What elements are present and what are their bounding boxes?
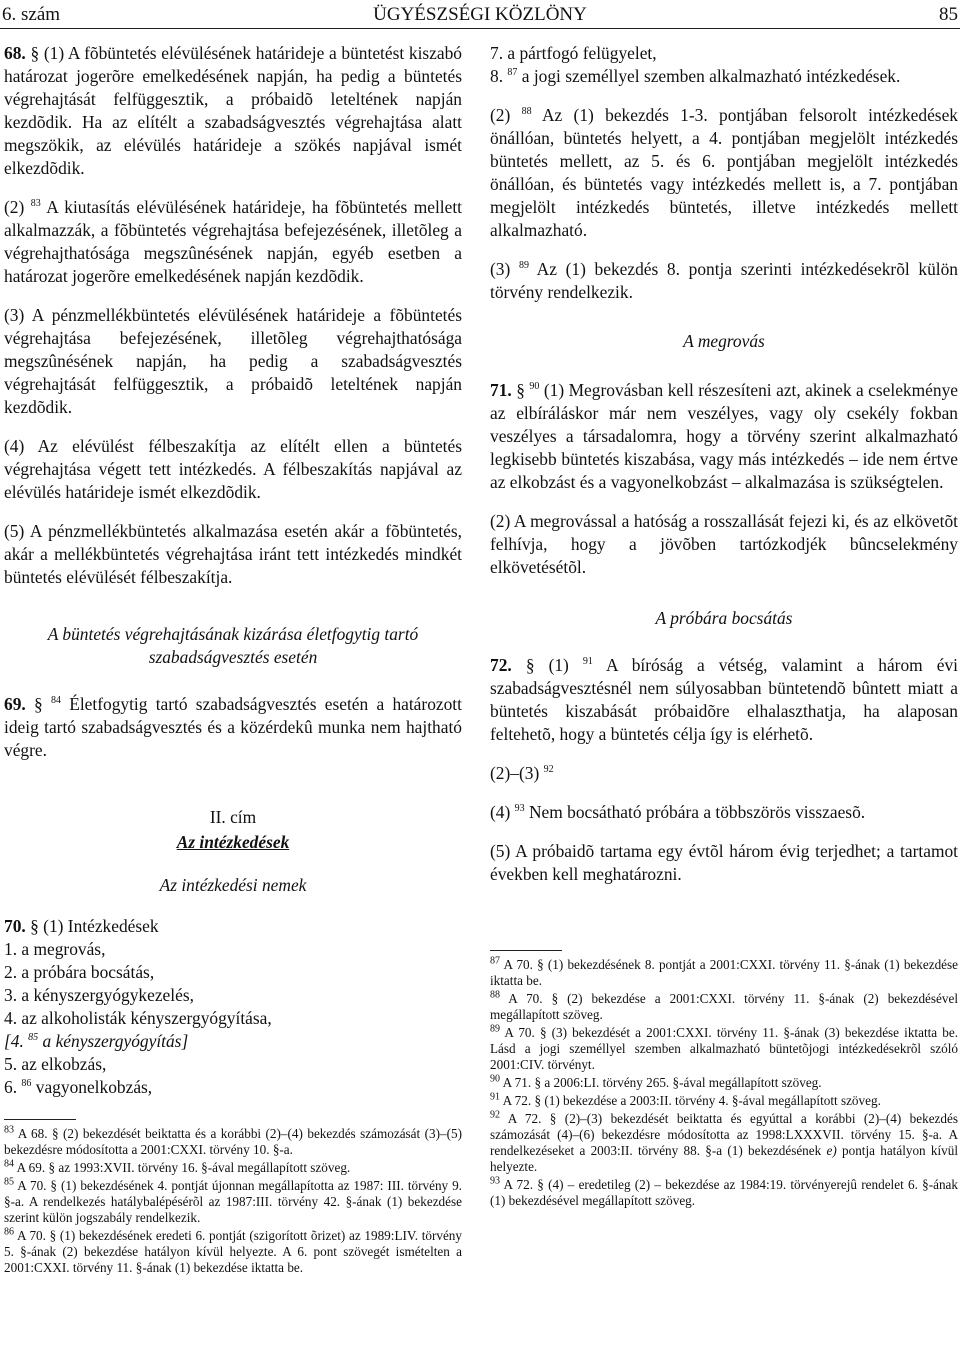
section-72-para-1	[490, 654, 958, 746]
footnote-86	[4, 1228, 462, 1276]
footnotes-right	[490, 950, 958, 1209]
footnote-number: 86	[4, 1226, 14, 1238]
footnote-number: 84	[4, 1158, 14, 1170]
para-text: Az (1) bekezdés 8. pontja szerinti intézkedésekrõl külön törvény rendelkezik.	[490, 259, 958, 302]
section-70-intro	[4, 915, 462, 938]
section-70-para-3	[490, 258, 958, 304]
footnote-text: A 70. § (1) bekezdésének 4. pontját újonnan megállapította az 1987: III. törvény 9. §-a. A rendelkezés hatálybalépésérõl az 1987:III. törvény 42. §-ának (1) bekezdése szerint külön jogszabály rendelkezik.	[4, 1178, 462, 1225]
footnote-ref[interactable]: 91	[582, 656, 593, 668]
item-text: vagyonelkobzás,	[35, 1077, 153, 1097]
footnote-91	[490, 1093, 958, 1109]
footnote-ref[interactable]: 83	[30, 198, 41, 210]
footnote-number: 90	[490, 1073, 500, 1085]
footnote-ref[interactable]: 89	[518, 260, 529, 272]
subheading-line: A büntetés végrehajtásának kizárása életfogytig tartó	[47, 624, 419, 644]
section-72-para-2-3	[490, 762, 958, 785]
section-number: 72.	[490, 655, 512, 675]
footnote-number: 91	[490, 1091, 500, 1103]
item-prefix: 8.	[490, 66, 504, 86]
footnote-text: A 70. § (1) bekezdésének 8. pontját a 2001:CXXI. törvény 11. §-ának (1) bekezdése iktatta be.	[490, 957, 959, 988]
section-sign: §	[516, 380, 525, 400]
item-text: a jogi személlyel szemben alkalmazható intézkedések.	[521, 66, 901, 86]
para-text: Az (1) bekezdés 1-3. pontjában felsorolt intézkedések önállóan, büntetés helyett, a 4. pontjában megjelölt intézkedés büntetés mellett, az 5. és 6. pontjában megjelölt intézkedés önállóan, és büntetés vagy intézkedés mellett is, a 7. pontjában megjelölt intézkedés büntetés, illetve intézkedés mellett alkalmazható.	[490, 105, 958, 240]
section-71-para-2: (2) A megrovással a hatóság a rosszallását fejezi ki, és az elkövetõt felhívja, hogy a jövõben tartózkodjék bûncselekmény elkövetésétõl.	[490, 511, 958, 577]
footnote-text: A 70. § (2) bekezdése a 2001:CXXI. törvény 11. §-ának (2) bekezdésével megállapított szöveg.	[490, 991, 958, 1022]
footnote-ref[interactable]: 86	[21, 1078, 32, 1090]
list-item: 5. az elkobzás,	[4, 1054, 107, 1074]
footnote-text: A 72. § (1) bekezdése a 2003:II. törvény 4. §-ával megállapított szöveg.	[502, 1093, 881, 1108]
section-72-para-5: (5) A próbaidõ tartama egy évtõl három évig terjedhet; a tartamot években kell meghatározni.	[490, 841, 958, 884]
section-68-para-4: (4) Az elévülést félbeszakítja az elítélt ellen a büntetés végrehajtása végett tett intézkedés. A félbeszakítás napjával az elévülés határideje ismét elkezdõdik.	[4, 436, 462, 502]
subheading-exclusion	[4, 623, 462, 669]
right-column	[490, 42, 958, 1211]
page-header	[0, 2, 960, 29]
para-prefix: (3)	[490, 259, 511, 279]
section-sign: § (1)	[525, 655, 569, 675]
para-text: (1) Megrovásban kell részesíteni azt, akinek a cselekménye az elbíráláskor már nem veszélyes, vagy oly csekély fokban veszélyes a társadalomra, hogy a törvény szerint alkalmazható legkisebb büntetés kiszabása, vagy más intézkedés – ide nem értve az elkobzást és a vagyonelkobzást – alkalmazása is szükségtelen.	[490, 380, 958, 492]
footnote-83	[4, 1126, 462, 1158]
footnote-93	[490, 1177, 958, 1209]
list-item: 2. a próbára bocsátás,	[4, 962, 155, 982]
section-number: 71.	[490, 380, 512, 400]
footnote-number: 88	[490, 989, 500, 1001]
item-text: a kényszergyógyítás]	[42, 1031, 189, 1051]
footnote-87	[490, 957, 958, 989]
footnote-text: A 70. § (3) bekezdését a 2001:CXXI. törvény 11. §-ának (3) bekezdése iktatta be. Lásd a jogi személlyel szemben alkalmazható büntetõjogi intézkedésekrõl szóló 2001:CIV. törvényt.	[490, 1025, 958, 1072]
list-item	[4, 1030, 462, 1053]
section-sign: §	[34, 694, 43, 714]
section-number: 69.	[4, 694, 26, 714]
footnote-89	[490, 1025, 958, 1073]
footnote-text: pontja hatályon kívül helyezte.	[490, 1143, 959, 1174]
subheading-megrovas: A megrovás	[683, 331, 765, 351]
section-68-para-5: (5) A pénzmellékbüntetés alkalmazása esetén akár a fõbüntetés, akár a mellékbüntetés végrehajtása iránt tett intézkedés mindkét büntetés elévülését félbeszakítja.	[4, 521, 462, 587]
section-72-para-4	[490, 801, 958, 824]
subheading-probara: A próbára bocsátás	[655, 608, 793, 628]
section-68-para-3: (3) A pénzmellékbüntetés elévülésének határideje a fõbüntetés végrehajtása befejezésének, illetõleg végrehajthatósága megszûnésének napján, ha pedig a szabadságvesztés végrehajtását felfüggesztik, a próbaidõ leteltének napján kezdõdik.	[4, 305, 462, 417]
footnote-divider	[4, 1119, 76, 1120]
list-item: 4. az alkoholisták kényszergyógyítása,	[4, 1008, 272, 1028]
footnote-ref[interactable]: 84	[50, 695, 61, 707]
footnote-divider	[490, 950, 562, 951]
footnote-text: A 72. § (4) – eredetileg (2) – bekezdése az 1984:19. törvényerejû rendelet 6. §-ának (1) bekezdésével megállapított szöveg.	[490, 1177, 958, 1208]
footnote-number: 85	[4, 1176, 14, 1188]
para-text: A kiutasítás elévülésének határideje, ha fõbüntetés mellett alkalmazzák, a fõbüntetés végrehajtása befejezésének, illetõleg a végrehajthatósága megszûnésének napján, egyéb esetben a határozat jogerõre emelkedésének napján kezdõdik.	[4, 197, 462, 286]
issue-number: 6. szám	[2, 4, 61, 25]
title-sub: Az intézkedési nemek	[159, 875, 307, 895]
section-68-para-2	[4, 196, 462, 288]
footnote-number: 83	[4, 1124, 14, 1136]
para-text: § (1) A fõbüntetés elévülésének határideje a büntetést kiszabó határozat jogerõre emelkedésének napján, ha pedig a büntetés végrehajtását felfüggesztik, a próbaidõ leteltének napján kezdõdik. Ha az elítélt a szabadságvesztés végrehajtása alatt megszökik, az elévülés határideje a szökés napjával ismét elkezdõdik.	[4, 43, 462, 178]
footnote-84	[4, 1160, 462, 1176]
para-prefix: (2)	[4, 197, 25, 217]
section-number: 70.	[4, 916, 26, 936]
list-item: 1. a megrovás,	[4, 939, 106, 959]
item-prefix: 6.	[4, 1077, 18, 1097]
list-item	[490, 65, 958, 88]
footnote-ref[interactable]: 92	[543, 764, 554, 776]
para-prefix: (2)–(3)	[490, 763, 540, 783]
footnote-ref[interactable]: 85	[28, 1032, 39, 1044]
item-prefix: [4.	[4, 1031, 24, 1051]
list-item: 7. a pártfogó felügyelet,	[490, 43, 657, 63]
footnote-number: 92	[490, 1109, 500, 1121]
footnote-ref[interactable]: 87	[507, 67, 518, 79]
footnotes-left	[4, 1119, 462, 1276]
section-number: 68.	[4, 43, 26, 63]
title-cim: II. cím	[209, 807, 257, 827]
para-text: A bíróság a vétség, valamint a három évi szabadságvesztésnél nem súlyosabban büntetendõ bûntett miatt a büntetés kiszabását próbaidõre elhalaszthatja, ha alaposan feltehetõ, hogy a büntetés célja így is elérhetõ.	[490, 655, 958, 744]
footnote-number: 89	[490, 1023, 500, 1035]
footnote-number: 87	[490, 955, 500, 967]
para-text: Életfogytig tartó szabadságvesztés esetén a határozott ideig tartó szabadságvesztés és a közérdekû munka nem hajtható végre.	[4, 694, 462, 760]
page-number: 85	[939, 4, 958, 25]
para-text: § (1) Intézkedések	[30, 916, 159, 936]
subheading-line: szabadságvesztés esetén	[148, 647, 318, 667]
footnote-text: A 72. § (2)–(3) bekezdését beiktatta és egyúttal a korábbi (2)–(4) bekezdés számozását (4)–(6) bekezdésre módosította az 1998:LXXXVII. törvény 15. §-a. A rendelkezéseket a 2003:II. törvény 88. §-a (1) bekezdésének	[490, 1111, 958, 1158]
footnote-ref[interactable]: 93	[514, 803, 525, 815]
footnote-90	[490, 1075, 958, 1091]
footnote-text: A 71. § a 2006:LI. törvény 265. §-ával megállapított szöveg.	[502, 1075, 822, 1090]
title-main: Az intézkedések	[176, 832, 290, 852]
footnote-number: 93	[490, 1175, 500, 1187]
footnote-ref[interactable]: 88	[521, 106, 532, 118]
left-column	[4, 42, 462, 1278]
section-68-para-1	[4, 42, 462, 180]
footnote-ref[interactable]: 90	[529, 381, 540, 393]
section-71-para-1	[490, 379, 958, 494]
list-item	[4, 1076, 462, 1099]
footnote-text: A 69. § az 1993:XVII. törvény 16. §-ával megállapított szöveg.	[16, 1160, 351, 1175]
para-prefix: (2)	[490, 105, 511, 125]
journal-title: ÜGYÉSZSÉGI KÖZLÖNY	[373, 4, 587, 25]
footnote-88	[490, 991, 958, 1023]
section-69	[4, 693, 462, 762]
footnote-92	[490, 1111, 958, 1175]
para-prefix: (4)	[490, 802, 511, 822]
footnote-emphasis: e)	[826, 1143, 837, 1158]
footnote-85	[4, 1178, 462, 1226]
measures-list	[4, 938, 462, 1099]
section-70-para-2	[490, 104, 958, 242]
footnote-text: A 70. § (1) bekezdésének eredeti 6. pontját (szigorított õrizet) az 1989:LIV. törvény 5. §-ának (2) bekezdése hatályon kívül helyezte. A 6. pont szövegét ismételten a 2001:CXXI. törvény 11. §-ának (1) bekezdése iktatta be.	[4, 1228, 462, 1275]
para-text: Nem bocsátható próbára a többszörös visszaesõ.	[529, 802, 866, 822]
footnote-text: A 68. § (2) bekezdését beiktatta és a korábbi (2)–(4) bekezdés számozását (3)–(5) bekezdésre módosította a 2001:CXXI. törvény 10. §-a.	[4, 1126, 463, 1157]
list-item: 3. a kényszergyógykezelés,	[4, 985, 194, 1005]
